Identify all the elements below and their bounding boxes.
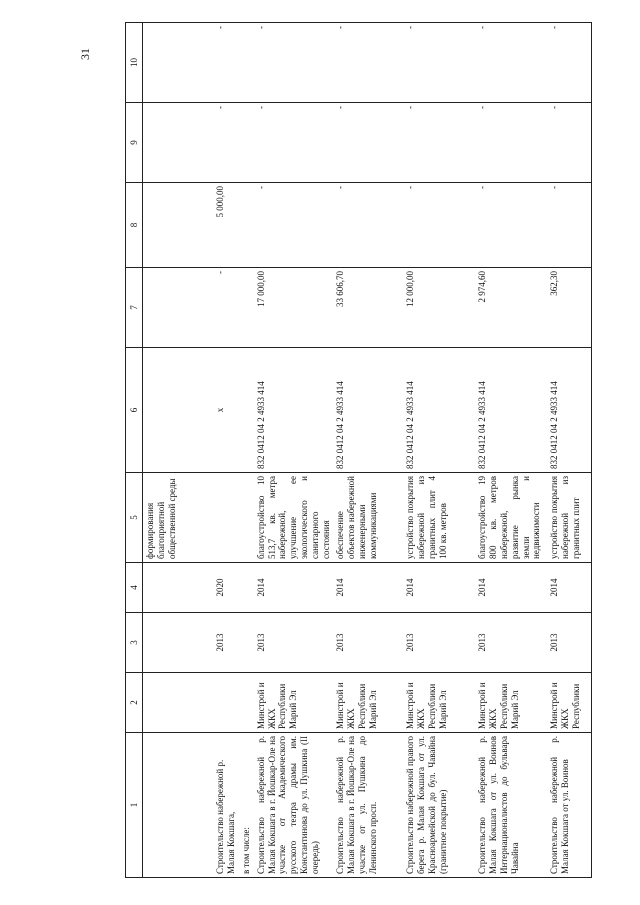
column-header: 1: [126, 733, 143, 878]
cell-name: Строительство набережной правого берега р. Малая Кокшага от ул. Красноармейской до бул. Чавайна (гранитное покрытие): [403, 733, 475, 878]
cell-amount: -: [254, 23, 334, 103]
cell-amount: [239, 183, 254, 268]
column-header: 4: [126, 563, 143, 613]
cell-budget-code: 832 0412 04 2 4933 414: [475, 348, 547, 473]
column-header: 5: [126, 473, 143, 563]
cell-executor: [143, 673, 214, 733]
cell-result: устройство покрытия набережной из гранитных плит 4 100 кв. метров: [403, 473, 475, 563]
cell-name: Строительство набережной р. Малая Кокшага,: [213, 733, 239, 878]
rotated-page-content: [125, 23, 581, 878]
cell-end-year: [143, 563, 214, 613]
cell-name: Строительство набережной р. Малая Кокшага от ул. Воинов: [547, 733, 592, 878]
cell-amount: -: [403, 183, 475, 268]
table-row: [254, 23, 334, 878]
cell-budget-code: 832 0412 04 2 4933 414: [403, 348, 475, 473]
cell-budget-code: 832 0412 04 2 4933 414: [547, 348, 592, 473]
cell-amount: 362,30: [547, 268, 592, 348]
cell-amount: -: [547, 23, 592, 103]
cell-end-year: 2014: [403, 563, 475, 613]
cell-amount: -: [403, 23, 475, 103]
cell-amount: -: [333, 23, 403, 103]
cell-amount: 12 000,00: [403, 268, 475, 348]
cell-budget-code: 832 0412 04 2 4933 414: [254, 348, 334, 473]
cell-end-year: 2020: [213, 563, 239, 613]
cell-result: обеспечение объектов набережной инженерными коммуникациями: [333, 473, 403, 563]
cell-name: [143, 733, 214, 878]
cell-result: [239, 473, 254, 563]
cell-name: в том числе:: [239, 733, 254, 878]
page-number: 31: [78, 48, 92, 60]
cell-amount: -: [475, 183, 547, 268]
cell-amount: 5 000,00: [213, 183, 239, 268]
cell-amount: -: [547, 183, 592, 268]
table-row: [143, 23, 214, 878]
cell-result: устройство покрытия набережной из гранитных плит: [547, 473, 592, 563]
cell-executor: Минстрой и ЖКХ Республики Марий Эл: [475, 673, 547, 733]
column-header: 7: [126, 268, 143, 348]
table-row: [333, 23, 403, 878]
column-header: 3: [126, 613, 143, 673]
cell-end-year: [239, 563, 254, 613]
cell-amount: [143, 183, 214, 268]
cell-amount: [239, 268, 254, 348]
column-header: 6: [126, 348, 143, 473]
cell-budget-code: 832 0412 04 2 4933 414: [333, 348, 403, 473]
table-row: [403, 23, 475, 878]
table-row: [547, 23, 592, 878]
cell-result: благоустройство 19 800 кв. метров набережной, развитие рынка земли и недвижимости: [475, 473, 547, 563]
cell-start-year: [143, 613, 214, 673]
column-number-header-row: [126, 23, 143, 878]
cell-budget-code: [239, 348, 254, 473]
cell-start-year: 2013: [475, 613, 547, 673]
cell-amount: [143, 268, 214, 348]
cell-amount: -: [403, 103, 475, 183]
column-header: 9: [126, 103, 143, 183]
cell-amount: [143, 23, 214, 103]
cell-name: Строительство набережной р. Малая Кокшага от ул. Воинов Интернационалистов до бульвара Чавайна: [475, 733, 547, 878]
cell-end-year: 2014: [254, 563, 334, 613]
cell-amount: 17 000,00: [254, 268, 334, 348]
cell-executor: Минстрой и ЖКХ Республики: [547, 673, 592, 733]
cell-result: благоустройство 10 513,7 кв. метра набережной, улучшение ее экологического и санитарного состояния: [254, 473, 334, 563]
cell-executor: [239, 673, 254, 733]
cell-executor: Минстрой и ЖКХ Республики Марий Эл: [254, 673, 334, 733]
cell-budget-code: [143, 348, 214, 473]
cell-start-year: 2013: [333, 613, 403, 673]
cell-start-year: 2013: [254, 613, 334, 673]
cell-amount: -: [333, 103, 403, 183]
cell-start-year: 2013: [403, 613, 475, 673]
cell-amount: [143, 103, 214, 183]
table-row: [239, 23, 254, 878]
cell-amount: [239, 103, 254, 183]
cell-amount: -: [254, 103, 334, 183]
cell-start-year: 2013: [213, 613, 239, 673]
cell-end-year: 2014: [333, 563, 403, 613]
cell-amount: -: [213, 268, 239, 348]
cell-name: Строительство набережной р. Малая Кокшага в г. Йошкар-Оле на участке от ул. Пушкина до Ленинского просп.: [333, 733, 403, 878]
column-header: 10: [126, 23, 143, 103]
cell-name: Строительство набережной р. Малая Кокшага в г. Йошкар-Оле на участке от Академического русского театра драмы им. Константинова до ул. Пушкина (II очередь): [254, 733, 334, 878]
cell-amount: -: [213, 103, 239, 183]
cell-end-year: 2014: [547, 563, 592, 613]
cell-result: формирования благоприятной общественной среды: [143, 473, 214, 563]
program-table: [125, 22, 592, 878]
cell-start-year: [239, 613, 254, 673]
cell-end-year: 2014: [475, 563, 547, 613]
cell-executor: Минстрой и ЖКХ Республики Марий Эл: [403, 673, 475, 733]
cell-executor: [213, 673, 239, 733]
cell-amount: [239, 23, 254, 103]
table-row: [213, 23, 239, 878]
cell-amount: -: [547, 103, 592, 183]
cell-amount: 2 974,60: [475, 268, 547, 348]
cell-amount: -: [475, 23, 547, 103]
table-row: [475, 23, 547, 878]
cell-amount: -: [333, 183, 403, 268]
cell-budget-code: x: [213, 348, 239, 473]
cell-amount: -: [254, 183, 334, 268]
cell-result: [213, 473, 239, 563]
cell-amount: -: [475, 103, 547, 183]
cell-start-year: 2013: [547, 613, 592, 673]
column-header: 8: [126, 183, 143, 268]
cell-executor: Минстрой и ЖКХ Республики Марий Эл: [333, 673, 403, 733]
column-header: 2: [126, 673, 143, 733]
cell-amount: 33 606,70: [333, 268, 403, 348]
cell-amount: -: [213, 23, 239, 103]
